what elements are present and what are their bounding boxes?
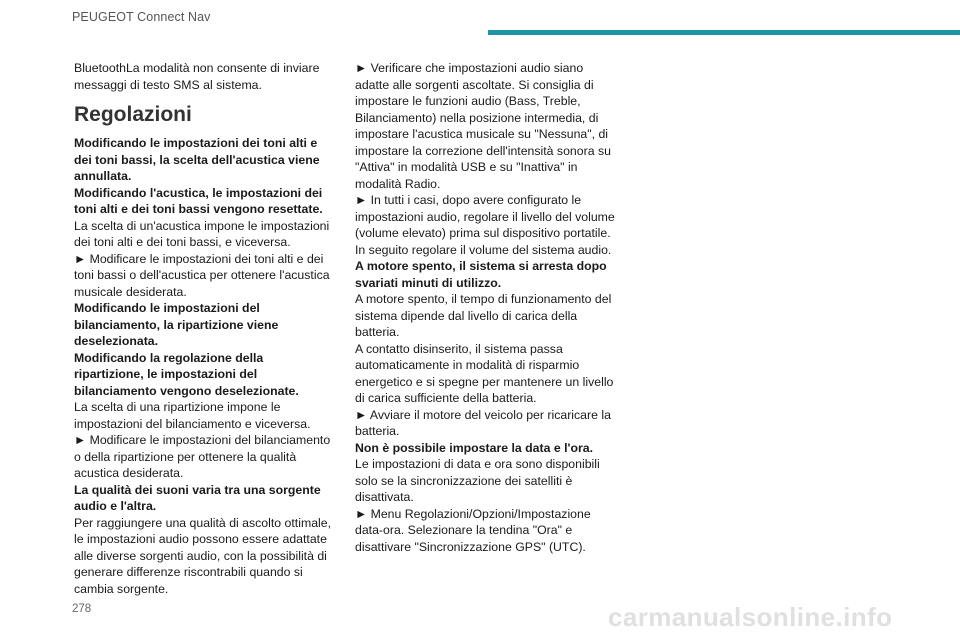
right-paragraph: Non è possibile impostare la data e l'ora. [355,440,594,455]
left-paragraph: La scelta di un'acustica impone le impostazioni dei toni alti e dei toni bassi, e viceversa. [74,218,330,249]
left-paragraph: ► Modificare le impostazioni dei toni alti e dei toni bassi o dell'acustica per ottenere l'acustica musicale desiderata. [74,251,330,299]
right-paragraph: ► Verificare che impostazioni audio siano adatte alle sorgenti ascoltate. Si consiglia di impostare le funzioni audio (Bass, Treble, Bilanciamento) nella posizione intermedia, di impostare l'acustica musicale su "Nessuna", di impostare la correzione dell'intensità sonora su "Attiva" in modalità USB e su "Inattiva" in modalità Radio. [355,61,611,191]
right-paragraph: A motore spento, il tempo di funzionamento del sistema dipende dal livello di carica della batteria. [355,292,612,339]
left-paragraph: Per raggiungere una qualità di ascolto ottimale, le impostazioni audio possono essere adattate alle diverse sorgenti audio, con la possibilità di generare differenze riscontrabili quando si cambia sorgente. [74,515,332,596]
right-paragraph: A contatto disinserito, il sistema passa automaticamente in modalità di risparmio energetico e si spegne per mantenere un livello di carica sufficiente della batteria. [355,341,614,405]
left-paragraph: Modificando l'acustica, le impostazioni dei toni alti e dei toni bassi vengono resettate. [74,185,323,216]
right-paragraphs [355,60,617,555]
left-paragraph: La scelta di una ripartizione impone le impostazioni del bilanciamento e viceversa. [74,400,311,431]
left-paragraph: Modificando la regolazione della ripartizione, le impostazioni del bilanciamento vengono deselezionate. [74,350,299,398]
right-paragraph: A motore spento, il sistema si arresta dopo svariati minuti di utilizzo. [355,259,607,290]
left-paragraph: Modificando le impostazioni del bilanciamento, la ripartizione viene deselezionata. [74,301,279,348]
watermark: carmanualsonline.info [608,602,893,632]
right-column [355,60,617,555]
left-column [74,60,336,597]
intro-paragraph: BluetoothLa modalità non consente di inviare messaggi di testo SMS al sistema. [74,61,320,92]
left-paragraph: La qualità dei suoni varia tra una sorgente audio e l'altra. [74,482,321,513]
right-paragraph: ► In tutti i casi, dopo avere configurato le impostazioni audio, regolare il livello del volume (volume elevato) prima sul dispositivo portatile. In seguito regolare il volume del sistema audio. [355,193,615,257]
right-paragraph: ► Menu Regolazioni/Opzioni/Impostazione data-ora. Selezionare la tendina "Ora" e disattivare "Sincronizzazione GPS" (UTC). [355,506,591,554]
right-paragraph: Le impostazioni di data e ora sono disponibili solo se la sincronizzazione dei satelliti è disattivata. [355,457,600,504]
header-title: PEUGEOT Connect Nav [72,10,211,24]
section-heading: Regolazioni [74,103,192,126]
left-paragraphs [74,135,336,597]
left-paragraph: ► Modificare le impostazioni del bilanciamento o della ripartizione per ottenere la qualità acustica desiderata. [74,433,331,480]
left-paragraph: Modificando le impostazioni dei toni alti e dei toni bassi, la scelta dell'acustica viene annullata. [74,136,320,183]
page-number: 278 [72,603,92,615]
right-paragraph: ► Avviare il motore del veicolo per ricaricare la batteria. [355,407,611,438]
header-accent-bar [488,30,960,35]
